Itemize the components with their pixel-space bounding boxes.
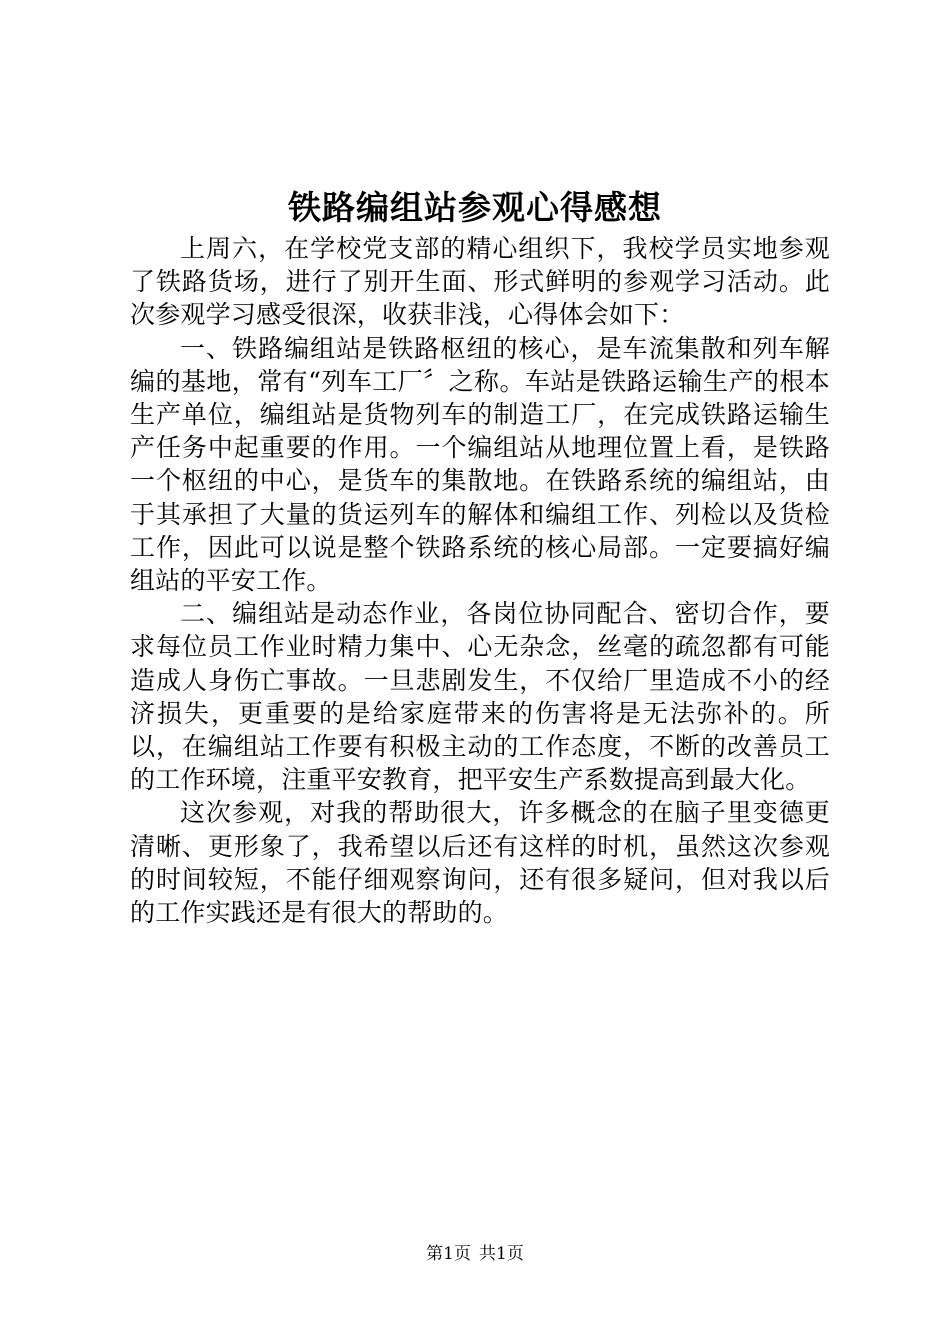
page-total: 共1页 [479,1244,524,1264]
paragraph-point-two: 二、编组站是动态作业，各岗位协同配合、密切合作，要求每位员工作业时精力集中、心无杂念，丝毫的疏忽都有可能造成人身伤亡事故。一旦悲剧发生，不仅给厂里造成不小的经济损失，更重要的是给家庭带来的伤害将是无法弥补的。所以，在编组站工作要有积极主动的工作态度，不断的改善员工的工作环境，注重平安教育，把平安生产系数提高到最大化。 [130,599,830,795]
page-number: 第1页 [426,1244,471,1264]
paragraph-intro: 上周六，在学校党支部的精心组织下，我校学员实地参观了铁路货场，进行了别开生面、形式鲜明的参观学习活动。此次参观学习感受很深，收获非浅，心得体会如下： [130,234,830,330]
page-footer [0,1242,950,1266]
document-body [130,232,830,929]
document-title: 铁路编组站参观心得感想 [288,188,662,227]
paragraph-conclusion: 这次参观，对我的帮助很大，许多概念的在脑子里变德更清晰、更形象了，我希望以后还有这样的时机，虽然这次参观的时间较短，不能仔细观察询问，还有很多疑问，但对我以后的工作实践还是有很大的帮助的。 [130,798,830,928]
paragraph-point-one: 一、铁路编组站是铁路枢纽的核心，是车流集散和列车解编的基地，常有“列车工厂〞之称。车站是铁路运输生产的根本生产单位，编组站是货物列车的制造工厂，在完成铁路运输生产任务中起重要的作用。一个编组站从地理位置上看，是铁路一个枢纽的中心，是货车的集散地。在铁路系统的编组站，由于其承担了大量的货运列车的解体和编组工作、列检以及货检工作，因此可以说是整个铁路系统的核心局部。一定要搞好编组站的平安工作。 [130,333,830,596]
